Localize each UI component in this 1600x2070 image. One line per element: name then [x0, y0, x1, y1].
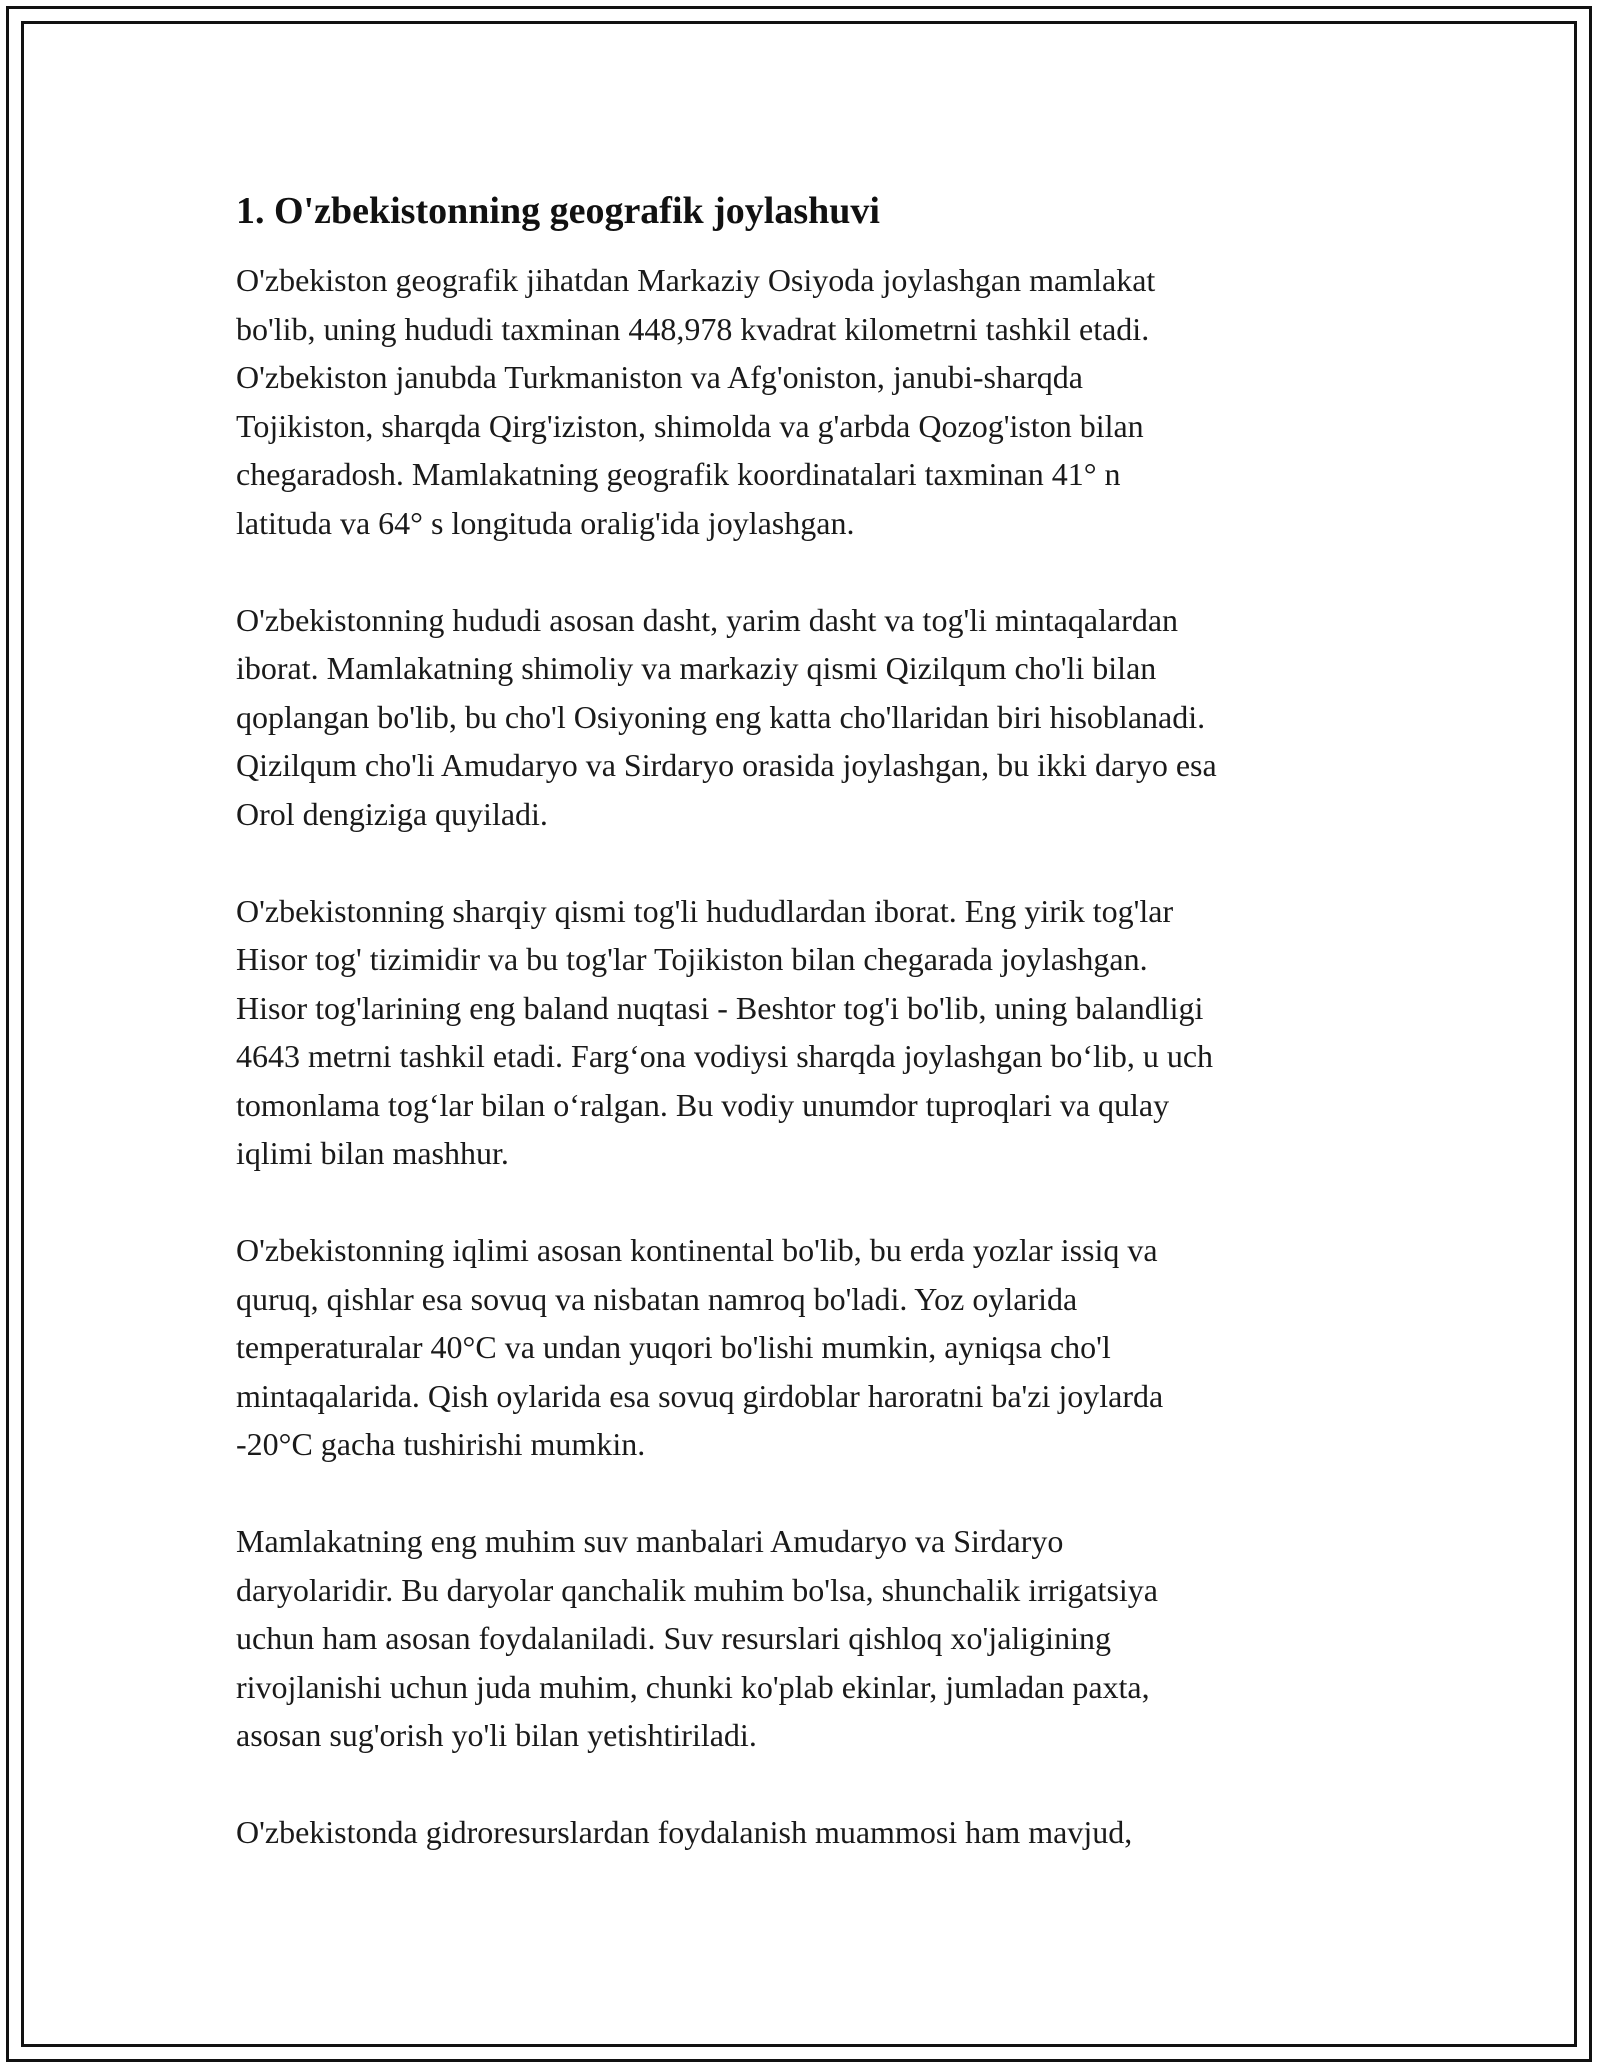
- text-line: quruq, qishlar esa sovuq va nisbatan namroq bo'ladi. Yoz oylarida: [236, 1280, 1078, 1317]
- text-line: iqlimi bilan mashhur.: [236, 1135, 509, 1171]
- text-line: daryolaridir. Bu daryolar qanchalik muhim bo'lsa, shunchalik irrigatsiya: [236, 1571, 1158, 1608]
- paragraph-location: [236, 256, 1366, 547]
- text-line: Qizilqum cho'li Amudaryo va Sirdaryo orasida joylashgan, bu ikki daryo esa: [236, 747, 1217, 783]
- paragraph-mountains: [236, 887, 1366, 1178]
- text-line: O'zbekistonning sharqiy qismi tog'li hududlardan iborat. Eng yirik tog'lar: [236, 892, 1174, 929]
- document-body: [236, 186, 1366, 1905]
- paragraph-water: [236, 1517, 1366, 1760]
- text-line: bo'lib, uning hududi taxminan 448,978 kvadrat kilometrni tashkil etadi.: [236, 310, 1150, 347]
- text-line: Hisor tog'larining eng baland nuqtasi - Beshtor tog'i bo'lib, uning balandligi: [236, 989, 1204, 1026]
- text-line: asosan sug'orish yo'li bilan yetishtiriladi.: [236, 1717, 757, 1753]
- text-line: Mamlakatning eng muhim suv manbalari Amudaryo va Sirdaryo: [236, 1523, 1064, 1559]
- paragraph-terrain: [236, 596, 1366, 839]
- paragraph-climate: [236, 1226, 1366, 1469]
- section-heading: 1. O'zbekistonning geografik joylashuvi: [236, 190, 880, 232]
- text-line: rivojlanishi uchun juda muhim, chunki ko'plab ekinlar, jumladan paxta,: [236, 1668, 1150, 1705]
- text-line: Orol dengiziga quyiladi.: [236, 795, 548, 832]
- text-line: chegaradosh. Mamlakatning geografik koordinatalari taxminan 41° n: [236, 456, 1121, 492]
- text-line: mintaqalarida. Qish oylarida esa sovuq girdoblar haroratni ba'zi joylarda: [236, 1377, 1164, 1414]
- text-line: iborat. Mamlakatning shimoliy va markaziy qismi Qizilqum cho'li bilan: [236, 650, 1157, 686]
- text-line: temperaturalar 40°C va undan yuqori bo'lishi mumkin, ayniqsa cho'l: [236, 1329, 1111, 1365]
- text-line: Hisor tog' tizimidir va bu tog'lar Tojikiston bilan chegarada joylashgan.: [236, 941, 1148, 977]
- text-line: uchun ham asosan foydalaniladi. Suv resurslari qishloq xo'jaligining: [236, 1620, 1111, 1656]
- text-line: tomonlama tog‘lar bilan o‘ralgan. Bu vodiy unumdor tuproqlari va qulay: [236, 1086, 1170, 1123]
- text-line: -20°C gacha tushirishi mumkin.: [236, 1426, 646, 1462]
- paragraph-hydro: [236, 1808, 1366, 1857]
- text-line: 4643 metrni tashkil etadi. Farg‘ona vodiysi sharqda joylashgan bo‘lib, u uch: [236, 1038, 1214, 1074]
- text-line: O'zbekistonning hududi asosan dasht, yarim dasht va tog'li mintaqalardan: [236, 601, 1179, 638]
- text-line: O'zbekiston geografik jihatdan Markaziy Osiyoda joylashgan mamlakat: [236, 262, 1156, 298]
- text-line: O'zbekiston janubda Turkmaniston va Afg'oniston, janubi-sharqda: [236, 359, 1083, 395]
- text-line: O'zbekistonda gidroresurslardan foydalanish muammosi ham mavjud,: [236, 1814, 1133, 1850]
- text-line: Tojikiston, sharqda Qirg'iziston, shimolda va g'arbda Qozog'iston bilan: [236, 407, 1144, 444]
- text-line: O'zbekistonning iqlimi asosan kontinental bo'lib, bu erda yozlar issiq va: [236, 1232, 1158, 1268]
- text-line: latituda va 64° s longituda oralig'ida joylashgan.: [236, 504, 855, 541]
- text-line: qoplangan bo'lib, bu cho'l Osiyoning eng katta cho'llaridan biri hisoblanadi.: [236, 698, 1206, 735]
